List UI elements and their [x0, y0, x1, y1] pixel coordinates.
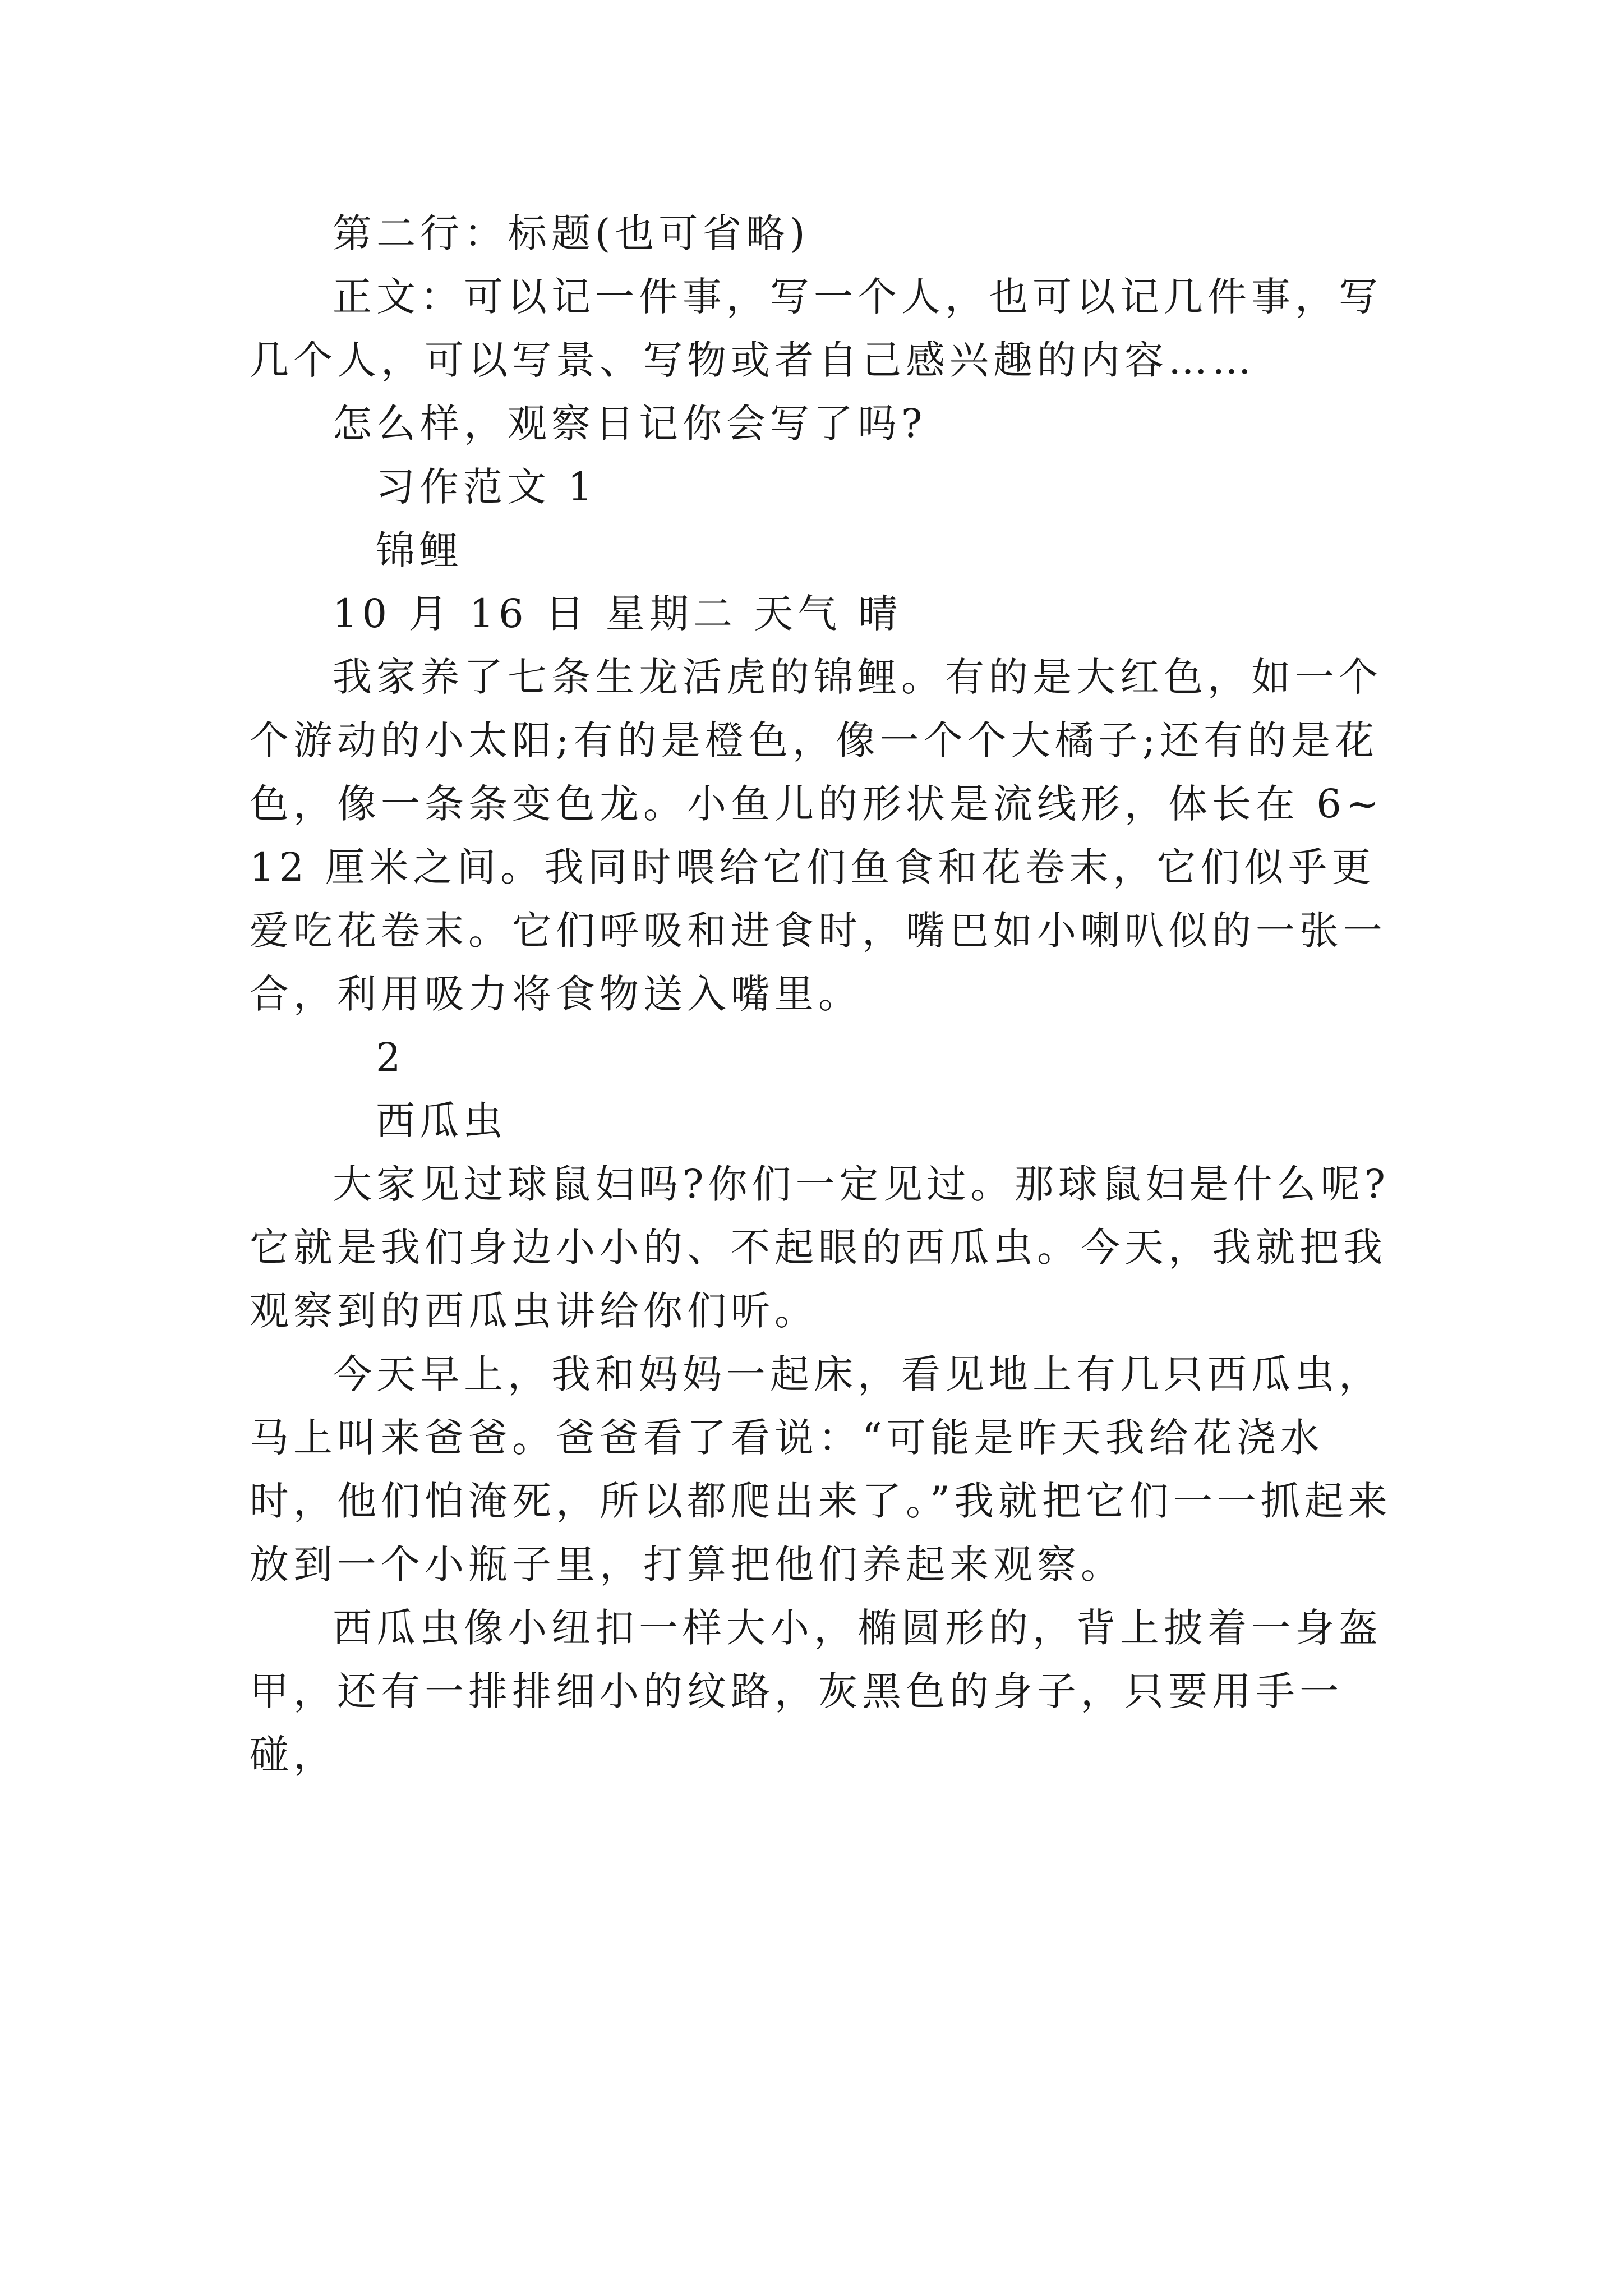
- question-line: 怎么样，观察日记你会写了吗?: [333, 401, 927, 447]
- sample2-title: 西瓜虫: [376, 1098, 507, 1144]
- sample1-date: 10 月 16 日 星期二 天气 晴: [333, 591, 902, 637]
- body-line: 正文：可以记一件事，写一个人，也可以记几件事，写几个人，可以写景、写物或者自己感兴趣的内容……: [250, 274, 1382, 383]
- sample2-paragraph-3: 西瓜虫像小纽扣一样大小，椭圆形的，背上披着一身盔甲，还有一排排细小的纹路，灰黑色的身子，只要用手一碰，: [250, 1605, 1382, 1778]
- title-line: 第二行：标题(也可省略): [333, 210, 810, 256]
- sample1-title: 锦鲤: [376, 527, 463, 573]
- sample2-heading: 2: [376, 1034, 405, 1080]
- sample2-paragraph-1: 大家见过球鼠妇吗?你们一定见过。那球鼠妇是什么呢?它就是我们身边小小的、不起眼的西瓜虫。今天，我就把我观察到的西瓜虫讲给你们听。: [250, 1161, 1390, 1334]
- sample2-paragraph-2: 今天早上，我和妈妈一起床，看见地上有几只西瓜虫，马上叫来爸爸。爸爸看了看说：“可能是昨天我给花浇水时，他们怕淹死，所以都爬出来了。”我就把它们一一抓起来放到一个小瓶子里，打算把他们养起来观察。: [250, 1351, 1392, 1588]
- document-body: [250, 202, 1394, 1787]
- sample1-heading: 习作范文 1: [376, 464, 597, 510]
- sample1-paragraph: 我家养了七条生龙活虎的锦鲤。有的是大红色，如一个个游动的小太阳;有的是橙色，像一个个大橘子;还有的是花色，像一条条变色龙。小鱼儿的形状是流线形，体长在 6~12 厘米之间。我同时喂给它们鱼食和花卷末，它们似乎更爱吃花卷末。它们呼吸和进食时，嘴巴如小喇叭似的一张一合，利用吸力将食物送入嘴里。: [250, 654, 1387, 1017]
